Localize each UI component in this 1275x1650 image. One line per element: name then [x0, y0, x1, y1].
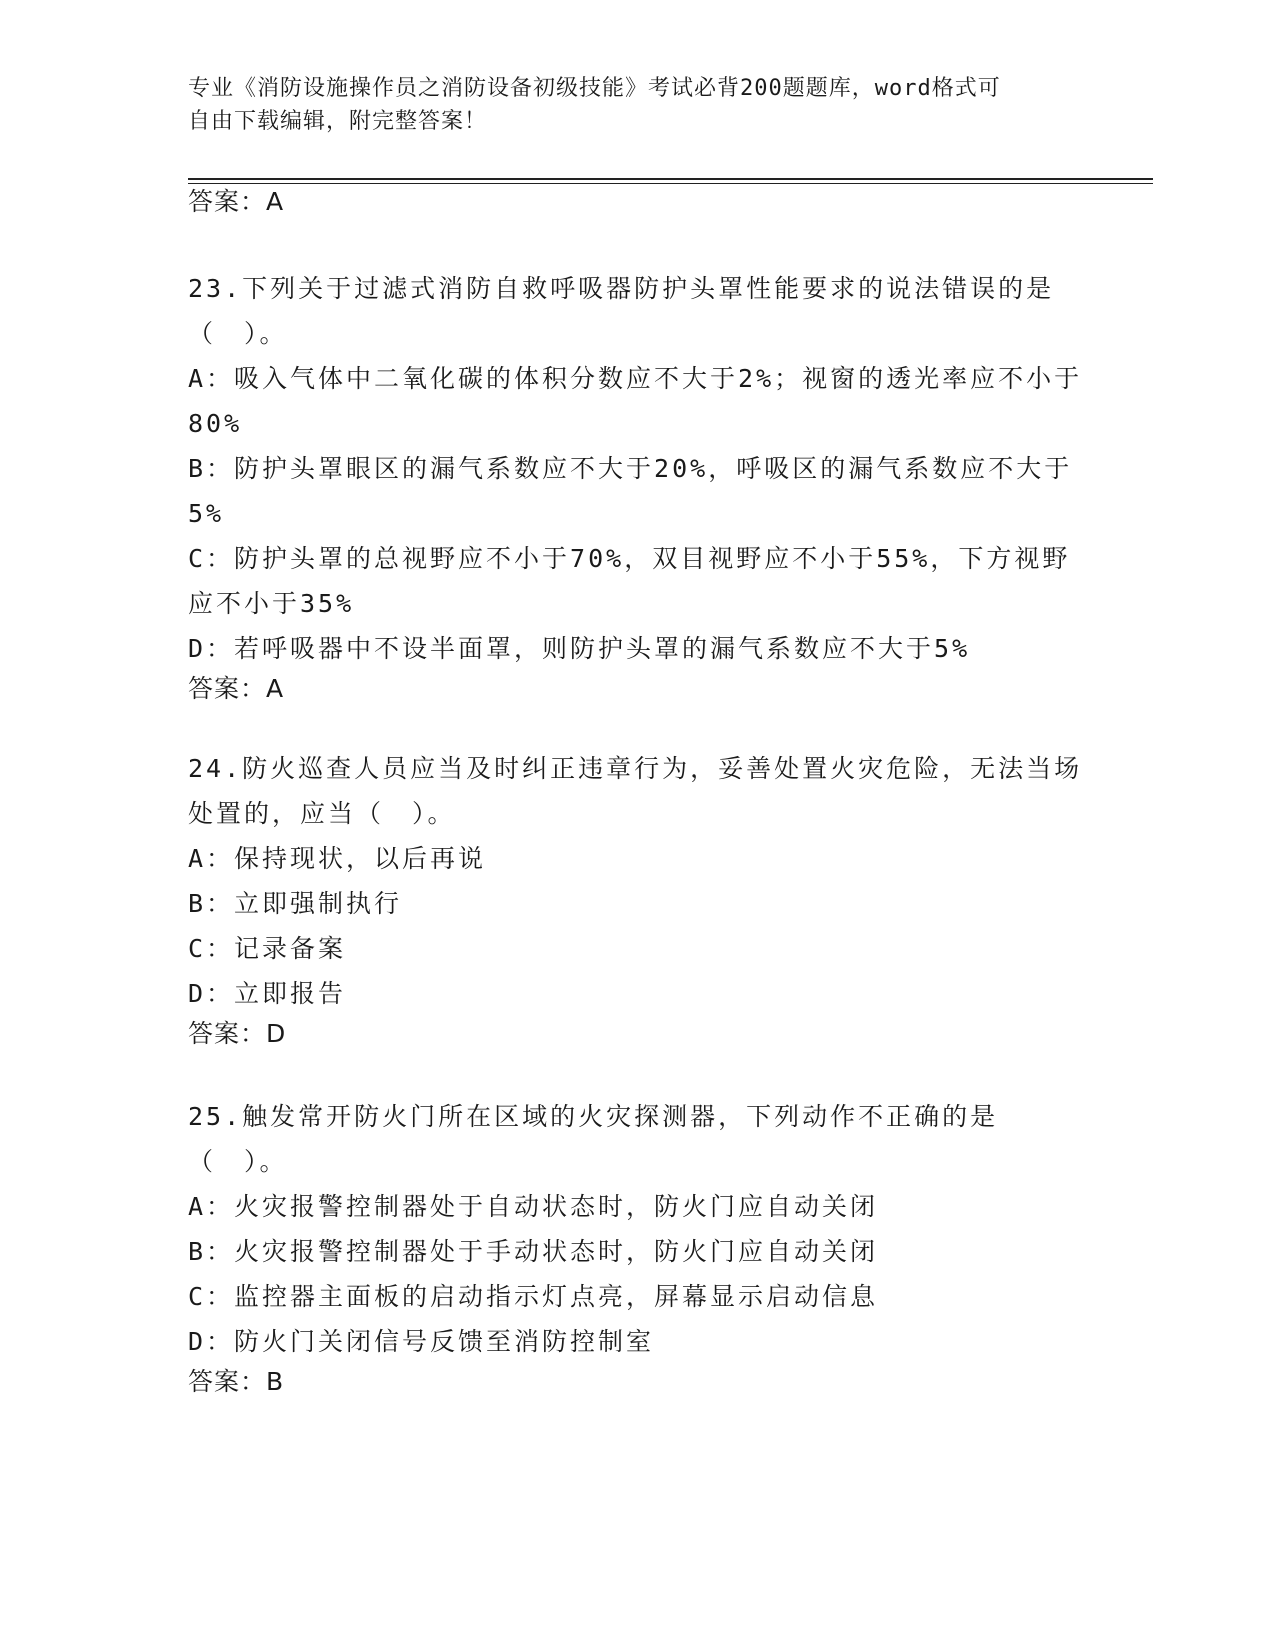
- option-d: D：防火门关闭信号反馈至消防控制室: [188, 1327, 655, 1356]
- question-text: 25.触发常开防火门所在区域的火灾探测器，下列动作不正确的是（ ）。: [188, 1102, 999, 1176]
- document-header: [188, 72, 1068, 138]
- header-divider-thick: [188, 178, 1153, 180]
- answer: 答案：B: [188, 1367, 285, 1396]
- option-c: C：防护头罩的总视野应不小于70%，双目视野应不小于55%，下方视野应不小于35%: [188, 544, 1071, 618]
- option-c: C：监控器主面板的启动指示灯点亮，屏幕显示启动信息: [188, 1282, 879, 1311]
- option-d: D：若呼吸器中不设半面罩，则防护头罩的漏气系数应不大于5%: [188, 634, 971, 663]
- option-b: B：火灾报警控制器处于手动状态时，防火门应自动关闭: [188, 1237, 879, 1266]
- question-23: [188, 266, 1088, 705]
- answer-previous: 答案：A: [188, 187, 285, 216]
- header-line-1: 专业《消防设施操作员之消防设备初级技能》考试必背200题题库，word格式可: [188, 76, 1001, 101]
- question-text: 23.下列关于过滤式消防自救呼吸器防护头罩性能要求的说法错误的是（ ）。: [188, 274, 1055, 348]
- option-b: B：防护头罩眼区的漏气系数应不大于20%，呼吸区的漏气系数应不大于5%: [188, 454, 1073, 528]
- option-d: D：立即报告: [188, 979, 347, 1008]
- option-b: B：立即强制执行: [188, 889, 403, 918]
- option-a: A：保持现状，以后再说: [188, 844, 487, 873]
- header-divider-thin: [188, 183, 1153, 184]
- option-a: A：吸入气体中二氧化碳的体积分数应不大于2%；视窗的透光率应不小于80%: [188, 364, 1083, 438]
- option-a: A：火灾报警控制器处于自动状态时，防火门应自动关闭: [188, 1192, 879, 1221]
- question-24: [188, 746, 1088, 1050]
- answer: 答案：A: [188, 674, 285, 703]
- question-25: [188, 1094, 1088, 1398]
- question-text: 24.防火巡查人员应当及时纠正违章行为，妥善处置火灾危险，无法当场处置的，应当（ ）。: [188, 754, 1083, 828]
- header-line-2: 自由下载编辑，附完整答案！: [188, 109, 488, 134]
- option-c: C：记录备案: [188, 934, 347, 963]
- answer: 答案：D: [188, 1019, 287, 1048]
